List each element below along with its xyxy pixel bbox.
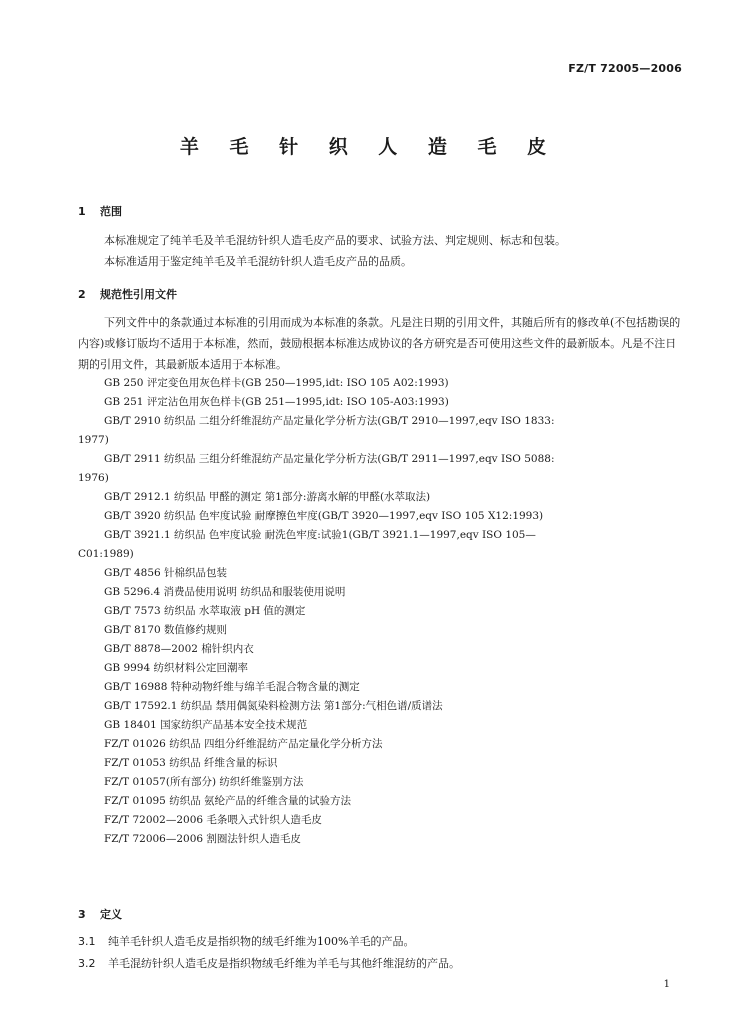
reference-text: GB/T 2912.1 纺织品 甲醛的测定 第1部分:游离水解的甲醛(水萃取法) bbox=[104, 491, 431, 503]
reference-text: FZ/T 01057(所有部分) 纺织纤维鉴别方法 bbox=[104, 776, 304, 788]
reference-text: GB/T 3920 纺织品 色牢度试验 耐摩擦色牢度(GB/T 3920—1997,eqv ISO 105 X12:1993) bbox=[104, 510, 544, 522]
reference-item bbox=[78, 412, 688, 450]
reference-item bbox=[78, 450, 688, 488]
definition-number: 3.1 bbox=[78, 935, 96, 948]
scope-paragraph-1: 本标准规定了纯羊毛及羊毛混纺针织人造毛皮产品的要求、试验方法、判定规则、标志和包装。 bbox=[104, 234, 566, 247]
reference-item bbox=[78, 830, 688, 849]
reference-text: GB/T 7573 纺织品 水萃取液 pH 值的测定 bbox=[104, 605, 306, 617]
section-title: 定义 bbox=[100, 908, 122, 921]
reference-item bbox=[78, 602, 688, 621]
scope-paragraph-2: 本标准适用于鉴定纯羊毛及羊毛混纺针织人造毛皮产品的品质。 bbox=[104, 255, 412, 268]
reference-item bbox=[78, 564, 688, 583]
reference-item bbox=[78, 507, 688, 526]
reference-item bbox=[78, 697, 688, 716]
reference-item bbox=[78, 716, 688, 735]
section-number: 2 bbox=[78, 288, 86, 301]
reference-item bbox=[78, 678, 688, 697]
definition-text: 纯羊毛针织人造毛皮是指织物的绒毛纤维为100%羊毛的产品。 bbox=[108, 935, 415, 948]
reference-text: FZ/T 72002—2006 毛条喂入式针织人造毛皮 bbox=[104, 814, 322, 826]
reference-item bbox=[78, 583, 688, 602]
reference-continuation: C01:1989) bbox=[78, 548, 134, 560]
reference-list bbox=[78, 374, 688, 849]
section-title: 范围 bbox=[100, 205, 122, 218]
reference-item bbox=[78, 488, 688, 507]
normative-intro-paragraph: 下列文件中的条款通过本标准的引用而成为本标准的条款。凡是注日期的引用文件，其随后所有的修改单(不包括勘误的内容)或修订版均不适用于本标准，然而，鼓励根据本标准达成协议的各方研究是否可使用这些文件的最新版本。凡是不注日期的引用文件，其最新版本适用于本标准。 bbox=[78, 316, 681, 371]
reference-text: FZ/T 01026 纺织品 四组分纤维混纺产品定量化学分析方法 bbox=[104, 738, 383, 750]
reference-text: GB/T 2910 纺织品 二组分纤维混纺产品定量化学分析方法(GB/T 2910—1997,eqv ISO 1833: bbox=[104, 415, 555, 427]
reference-text: GB 251 评定沾色用灰色样卡(GB 251—1995,idt: ISO 105-A03:1993) bbox=[104, 396, 449, 408]
reference-item bbox=[78, 526, 688, 564]
reference-text: GB/T 8170 数值修约规则 bbox=[104, 624, 228, 636]
section-heading-normative-references bbox=[78, 286, 177, 302]
section-heading-scope bbox=[78, 203, 122, 219]
reference-item bbox=[78, 393, 688, 412]
reference-text: GB/T 17592.1 纺织品 禁用偶氮染料检测方法 第1部分:气相色谱/质谱法 bbox=[104, 700, 443, 712]
reference-continuation: 1976) bbox=[78, 472, 109, 484]
reference-item bbox=[78, 792, 688, 811]
reference-text: FZ/T 01053 纺织品 纤维含量的标识 bbox=[104, 757, 278, 769]
reference-item bbox=[78, 640, 688, 659]
reference-text: GB/T 8878—2002 棉针织内衣 bbox=[104, 643, 254, 655]
reference-text: GB 5296.4 消费品使用说明 纺织品和服装使用说明 bbox=[104, 586, 346, 598]
reference-text: FZ/T 01095 纺织品 氨纶产品的纤维含量的试验方法 bbox=[104, 795, 352, 807]
reference-item bbox=[78, 374, 688, 393]
reference-text: GB/T 16988 特种动物纤维与绵羊毛混合物含量的测定 bbox=[104, 681, 360, 693]
reference-item bbox=[78, 754, 688, 773]
reference-item bbox=[78, 659, 688, 678]
definition-item bbox=[78, 931, 688, 953]
reference-text: GB 9994 纺织材料公定回潮率 bbox=[104, 662, 249, 674]
reference-text: GB/T 2911 纺织品 三组分纤维混纺产品定量化学分析方法(GB/T 2911—1997,eqv ISO 5088: bbox=[104, 453, 555, 465]
reference-item bbox=[78, 735, 688, 754]
page-number: 1 bbox=[663, 979, 670, 990]
reference-text: GB/T 3921.1 纺织品 色牢度试验 耐洗色牢度:试验1(GB/T 3921.1—1997,eqv ISO 105— bbox=[104, 529, 536, 541]
reference-item bbox=[78, 621, 688, 640]
definition-number: 3.2 bbox=[78, 957, 96, 970]
reference-text: FZ/T 72006—2006 割圈法针织人造毛皮 bbox=[104, 833, 301, 845]
reference-continuation: 1977) bbox=[78, 434, 109, 446]
reference-text: GB/T 4856 针棉织品包装 bbox=[104, 567, 228, 579]
definition-item bbox=[78, 953, 688, 975]
section-number: 1 bbox=[78, 205, 86, 218]
section-number: 3 bbox=[78, 908, 86, 921]
reference-text: GB 250 评定变色用灰色样卡(GB 250—1995,idt: ISO 105 A02:1993) bbox=[104, 377, 449, 389]
reference-item bbox=[78, 773, 688, 792]
standard-code: FZ/T 72005—2006 bbox=[568, 62, 682, 75]
document-title: 羊 毛 针 织 人 造 毛 皮 bbox=[179, 136, 559, 158]
reference-text: GB 18401 国家纺织产品基本安全技术规范 bbox=[104, 719, 308, 731]
section-heading-definitions bbox=[78, 906, 122, 922]
definition-text: 羊毛混纺针织人造毛皮是指织物绒毛纤维为羊毛与其他纤维混纺的产品。 bbox=[108, 957, 460, 970]
section-title: 规范性引用文件 bbox=[100, 288, 177, 301]
reference-item bbox=[78, 811, 688, 830]
